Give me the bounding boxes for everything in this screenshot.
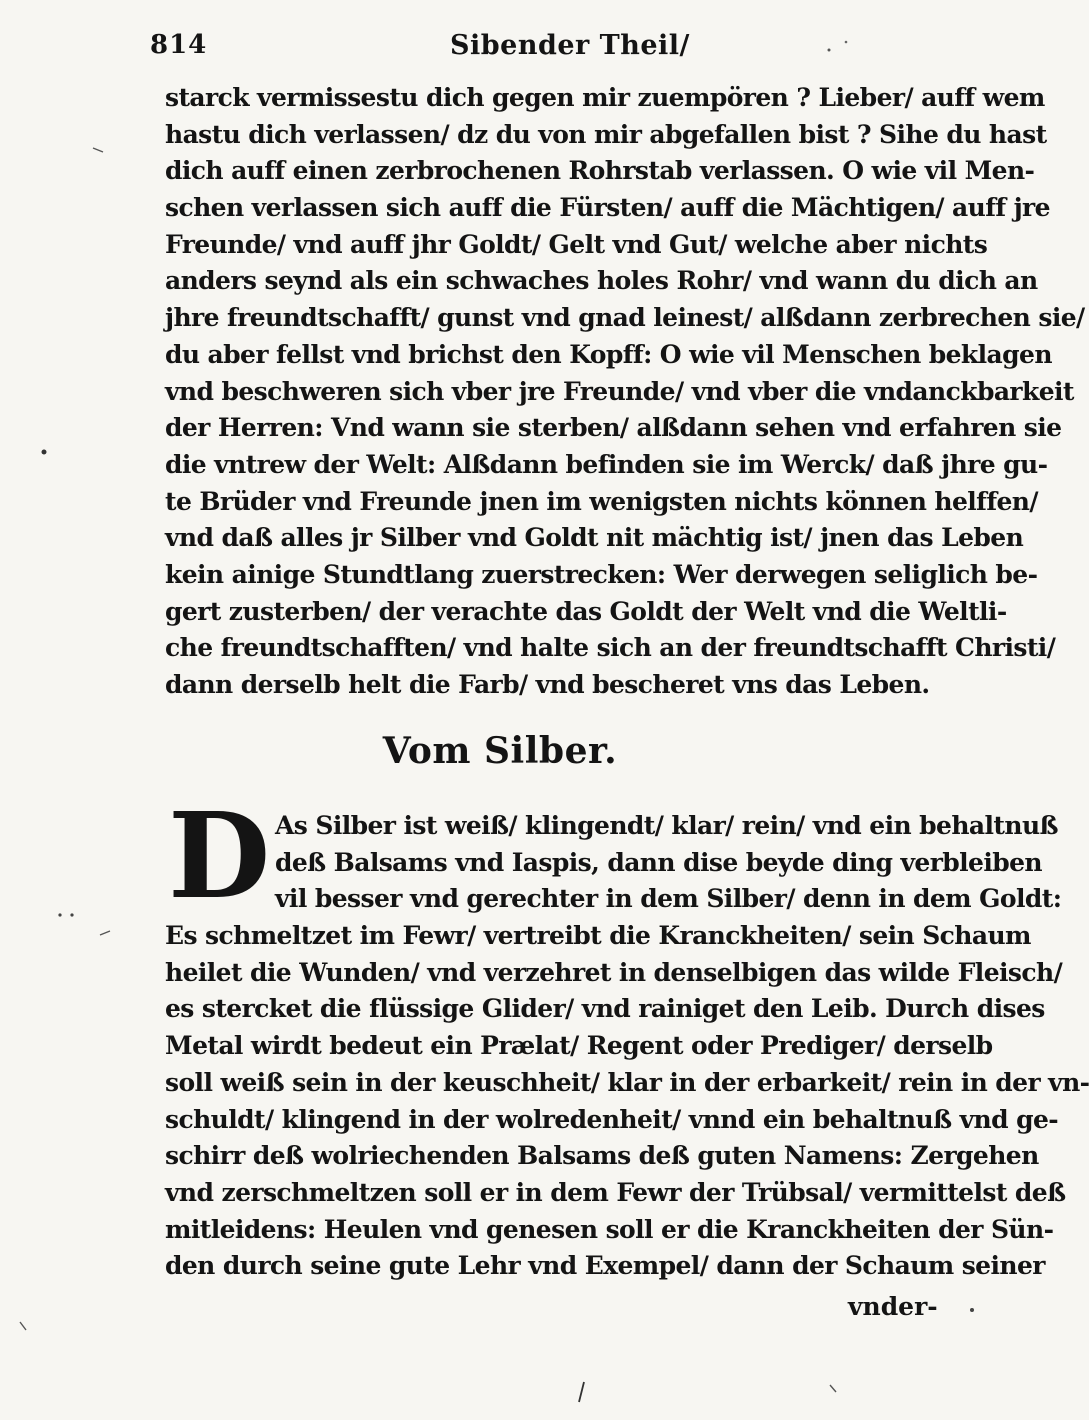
text-line: die vntrew der Welt: Alßdann befinden sie im Werck/ daß jhre gu-	[165, 449, 1048, 479]
page-number: 814	[150, 30, 208, 60]
text-line: jhre freundtschafft/ gunst vnd gnad leinest/ alßdann zerbrechen sie/	[165, 303, 1085, 333]
text-line: Metal wirdt bedeut ein Prælat/ Regent oder Prediger/ derselb	[165, 1031, 993, 1061]
text-line: che freundtschafften/ vnd halte sich an der freundtschafft Christi/	[165, 633, 1056, 663]
text-line: vnd beschweren sich vber jre Freunde/ vnd vber die vndanckbarkeit	[165, 376, 1074, 406]
decorated-initial: D	[168, 786, 271, 925]
text-line: den durch seine gute Lehr vnd Exempel/ dann der Schaum seiner	[165, 1251, 1045, 1281]
catchword: vnder-	[848, 1292, 938, 1321]
text-line: vil besser vnd gerechter in dem Silber/ denn in dem Goldt:	[275, 884, 1062, 914]
text-line: heilet die Wunden/ vnd verzehret in denselbigen das wilde Fleisch/	[165, 957, 1063, 987]
page-header	[150, 30, 940, 66]
text-line: anders seynd als ein schwaches holes Rohr/ vnd wann du dich an	[165, 266, 1038, 296]
text-line: deß Balsams vnd Iaspis, dann dise beyde ding verbleiben	[275, 847, 1043, 877]
text-line: Freunde/ vnd auff jhr Goldt/ Gelt vnd Gut/ welche aber nichts	[165, 229, 988, 259]
text-line: As Silber ist weiß/ klingendt/ klar/ rein/ vnd ein behaltnuß	[275, 811, 1058, 840]
text-line: dann derselb helt die Farb/ vnd bescheret vns das Leben.	[165, 670, 930, 699]
section-heading: Vom Silber.	[382, 730, 618, 772]
text-line: vnd zerschmeltzen soll er in dem Fewr der Trübsal/ vermittelst deß	[165, 1177, 1066, 1207]
text-line: es stercket die flüssige Glider/ vnd rainiget den Leib. Durch dises	[165, 994, 1045, 1024]
text-line: schuldt/ klingend in der wolredenheit/ vnnd ein behaltnuß vnd ge-	[165, 1104, 1059, 1134]
text-line: starck vermissestu dich gegen mir zuempören ? Lieber/ auff wem	[165, 83, 1045, 112]
text-line: te Brüder vnd Freunde jnen im wenigsten nichts können helffen/	[165, 486, 1038, 516]
text-line: schirr deß wolriechenden Balsams deß guten Namens: Zergehen	[165, 1141, 1039, 1171]
text-line: soll weiß sein in der keuschheit/ klar in der erbarkeit/ rein in der vn-	[165, 1067, 1089, 1097]
text-line: mitleidens: Heulen vnd genesen soll er die Kranckheiten der Sün-	[165, 1214, 1054, 1244]
upper-paragraph	[165, 80, 1085, 704]
text-line: du aber fellst vnd brichst den Kopff: O wie vil Menschen beklagen	[165, 339, 1052, 369]
text-line: dich auff einen zerbrochenen Rohrstab verlassen. O wie vil Men-	[165, 156, 1035, 186]
text-line: schen verlassen sich auff die Fürsten/ auff die Mächtigen/ auff jre	[165, 193, 1050, 223]
text-line: hastu dich verlassen/ dz du von mir abgefallen bist ? Sihe du hast	[165, 119, 1047, 149]
lower-paragraph	[165, 786, 1089, 1285]
text-line: gert zusterben/ der verachte das Goldt der Welt vnd die Weltli-	[165, 596, 1007, 626]
text-line: der Herren: Vnd wann sie sterben/ alßdann sehen vnd erfahren sie	[165, 413, 1062, 443]
text-line: vnd daß alles jr Silber vnd Goldt nit mächtig ist/ jnen das Leben	[165, 523, 1024, 553]
running-head: Sibender Theil/	[450, 30, 690, 61]
text-line: kein ainige Stundtlang zuerstrecken: Wer derwegen seliglich be-	[165, 559, 1038, 589]
text-line: Es schmeltzet im Fewr/ vertreibt die Kranckheiten/ sein Schaum	[165, 921, 1031, 951]
